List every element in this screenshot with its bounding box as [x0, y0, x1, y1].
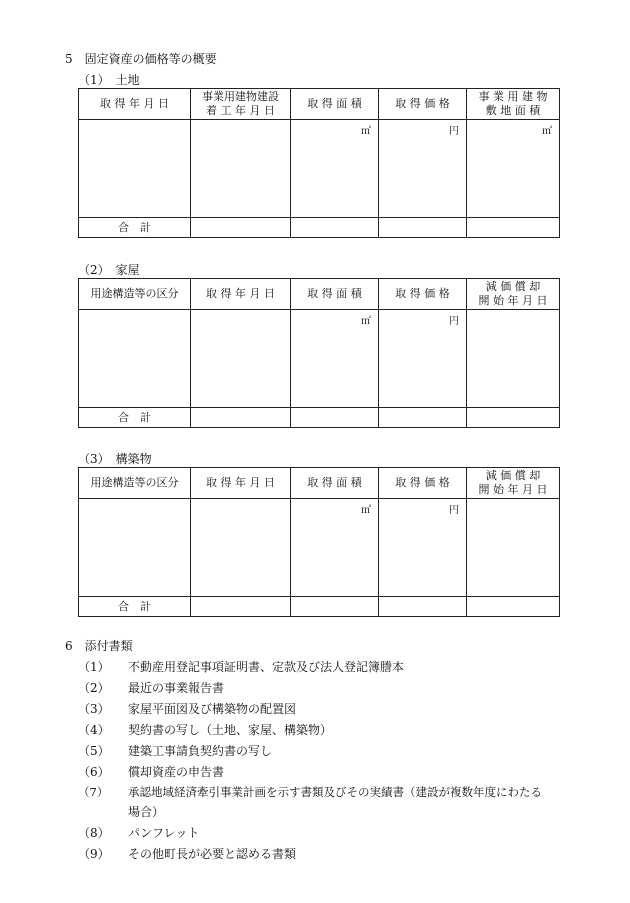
structure-usage-cell	[79, 499, 191, 597]
unit-sqm: ㎡	[542, 126, 552, 137]
land-total-cell	[191, 218, 291, 238]
structure-table	[78, 467, 560, 617]
section5-title: 5 固定資産の価格等の概要	[65, 52, 217, 66]
land-total-label: 合 計	[79, 218, 191, 238]
attachment-item: （6） 償却資産の申告書	[78, 765, 225, 779]
land-price-cell	[379, 120, 467, 218]
header-depreciation-start: 減 価 償 却 開 始 年 月 日	[467, 279, 560, 310]
house-total-cell	[291, 408, 379, 428]
house-date-cell	[191, 310, 291, 408]
attachment-item: （9） その他町長が必要と認める書類	[78, 847, 297, 861]
header-acquired-area: 取 得 面 積	[291, 279, 379, 310]
structure-total-cell	[467, 597, 560, 617]
attachment-item: （7） 承認地域経済牽引事業計画を示す書類及びその実績書（建設が複数年度にわたる	[78, 785, 542, 799]
house-area-cell	[291, 310, 379, 408]
land-heading: （1） 土地	[78, 73, 140, 87]
header-acquisition-date: 取 得 年 月 日	[191, 279, 291, 310]
attachment-item: （2） 最近の事業報告書	[78, 681, 225, 695]
unit-yen: 円	[449, 505, 459, 516]
attachment-item: （3） 家屋平面図及び構築物の配置図	[78, 702, 297, 716]
house-total-cell	[467, 408, 560, 428]
attachment-item-continuation: 場合）	[128, 805, 165, 819]
attachment-item: （4） 契約書の写し（土地、家屋、構築物）	[78, 723, 333, 737]
header-usage-structure: 用途構造等の区分	[79, 468, 191, 499]
header-acquired-area: 取 得 面 積	[291, 89, 379, 120]
house-usage-cell	[79, 310, 191, 408]
structure-area-cell	[291, 499, 379, 597]
structure-total-cell	[379, 597, 467, 617]
attachment-item: （5） 建築工事請負契約書の写し	[78, 744, 273, 758]
unit-sqm: ㎡	[361, 126, 371, 137]
header-usage-structure: 用途構造等の区分	[79, 279, 191, 310]
land-total-cell	[379, 218, 467, 238]
unit-sqm: ㎡	[361, 316, 371, 327]
structure-total-cell	[291, 597, 379, 617]
land-total-cell	[467, 218, 560, 238]
house-depreciation-cell	[467, 310, 560, 408]
structure-total-label: 合 計	[79, 597, 191, 617]
unit-sqm: ㎡	[361, 505, 371, 516]
land-area-cell	[291, 120, 379, 218]
structure-date-cell	[191, 499, 291, 597]
structure-depreciation-cell	[467, 499, 560, 597]
unit-yen: 円	[449, 126, 459, 137]
land-site-area-cell	[467, 120, 560, 218]
house-total-cell	[191, 408, 291, 428]
land-start-cell	[191, 120, 291, 218]
house-total-label: 合 計	[79, 408, 191, 428]
house-price-cell	[379, 310, 467, 408]
unit-yen: 円	[449, 316, 459, 327]
attachment-item: （1） 不動産用登記事項証明書、定款及び法人登記簿謄本	[78, 660, 405, 674]
structure-heading: （3） 構築物	[78, 452, 152, 466]
structure-price-cell	[379, 499, 467, 597]
land-table	[78, 88, 560, 238]
header-acquisition-date: 取 得 年 月 日	[79, 89, 191, 120]
house-heading: （2） 家屋	[78, 263, 140, 277]
land-date-cell	[79, 120, 191, 218]
header-acquisition-date: 取 得 年 月 日	[191, 468, 291, 499]
structure-total-cell	[191, 597, 291, 617]
header-acquisition-price: 取 得 価 格	[379, 468, 467, 499]
header-site-area: 事 業 用 建 物 敷 地 面 積	[467, 89, 560, 120]
land-total-cell	[291, 218, 379, 238]
header-construction-start: 事業用建物建設 着 工 年 月 日	[191, 89, 291, 120]
header-acquisition-price: 取 得 価 格	[379, 89, 467, 120]
house-total-cell	[379, 408, 467, 428]
house-table	[78, 278, 560, 428]
section6-title: 6 添付書類	[65, 639, 133, 653]
header-acquired-area: 取 得 面 積	[291, 468, 379, 499]
attachment-item: （8） パンフレット	[78, 826, 200, 840]
header-acquisition-price: 取 得 価 格	[379, 279, 467, 310]
header-depreciation-start: 減 価 償 却 開 始 年 月 日	[467, 468, 560, 499]
